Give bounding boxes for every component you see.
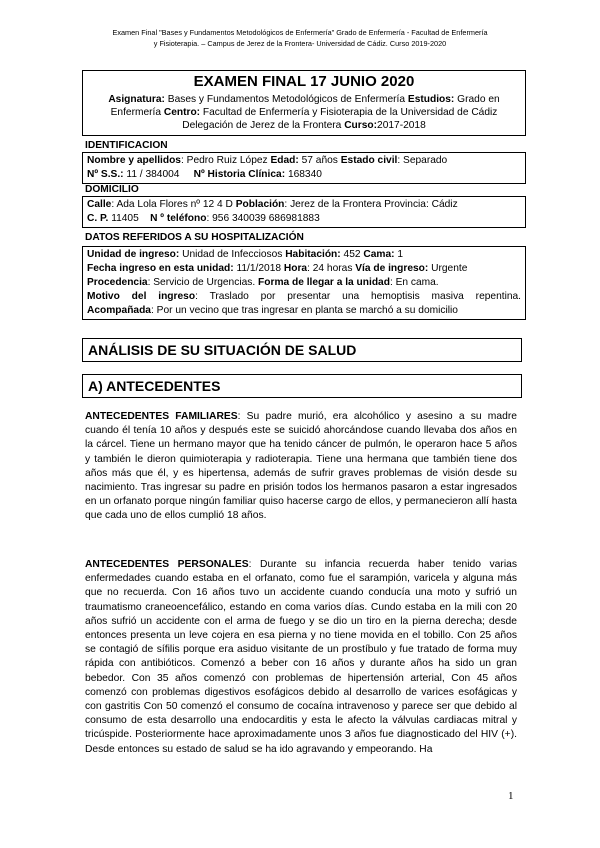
ss-label: Nº S.S.: (87, 169, 124, 180)
poblacion-value: : Jerez de la Frontera Provincia: Cádiz (284, 199, 458, 210)
asignatura-label: Asignatura: (108, 94, 165, 105)
familiares-text: : Su padre murió, era alcohólico y asesino a su madre cuando él tenía 10 años y después este se suicidó ahorcándose cuando llevaba dos años en la cárcel. Tiene un hermano mayor que ha tenido cáncer de pulmón, le operaron hace 5 años y también le dieron quimioterapia y radioterapia. Tiene una hermana que también tiene dos años más que él, y es hipertensa, además de sufrir graves problemas de visión desde su nacimiento. Tras ingresar su padre en prisión todos los hermanos pasaron a estar ingresados en un orfanato porque ningún familiar quiso hacerse cargo de ellos, y permanecieron allí hasta que cada uno de ellos cumplió 18 años. (85, 411, 517, 522)
hospitalizacion-box (82, 246, 526, 320)
domicilio-label: DOMICILIO (85, 184, 139, 195)
cp-label: C. P. (87, 213, 109, 224)
antecedentes-familiares-paragraph (85, 410, 517, 524)
antecedentes-heading: A) ANTECEDENTES (82, 374, 522, 398)
exam-title-box (82, 70, 526, 136)
fecha-value: 11/1/2018 (236, 263, 282, 274)
hora-value: : 24 horas (307, 263, 353, 274)
procedencia-value: : Servicio de Urgencias. (147, 277, 256, 288)
identificacion-row-1 (87, 154, 521, 168)
procedencia-label: Procedencia (87, 277, 148, 288)
forma-value: : En cama. (389, 277, 439, 288)
unidad-value: Unidad de Infecciosos (182, 249, 283, 260)
nombre-label: Nombre y apellidos (87, 155, 181, 166)
acompanada-value: : Por un vecino que tras ingresar en planta se marchó a su domicilio (150, 305, 458, 316)
page-number: 1 (508, 790, 514, 802)
via-label: Vía de ingreso: (355, 263, 429, 274)
personales-text: : Durante su infancia recuerda haber tenido varias enfermedades cuando estaba en el orfanato, como fue el sarampión, varicela y alguna más que no recuerda. Con 16 años tuvo un accidente cuando conducía una moto y sufrió un traumatismo craneoencefálico, estando en coma varios días. Cundo estaba en la mili con 20 años sufrió un accidente con el arma de fuego y se dio un tiro en la pierna derecha; desde entonces presenta un leve cojera en esa pierna y no tiene movida en el tobillo. Con 25 años se contagió de sífilis porque era asiduo visitante de un prostíbulo y fue tratado de forma muy rápida con antibióticos. Comenzó a beber con 16 años y durante años ha sido un gran bebedor. Con 35 años comenzó con problemas de hipertensión arterial, Con 45 años comenzó con problemas digestivos esofágicos debido al desarrollo de varices esofágicas y con gastritis Con 50 comenzó el consumo de cocaína intravenoso y parece ser que debido al consumo de esta desarrollo una endocarditis y esta le afecto la válvulas cardiacas mitral y tricúspide. Posteriormente hace aproximadamente unos 3 años fue diagnosticado del HIV (+). Desde entonces su estado de salud se ha ido agravando y empeorando. Ha (85, 559, 517, 755)
historia-value: 168340 (287, 169, 322, 180)
personales-label: ANTECEDENTES PERSONALES (85, 559, 249, 570)
cp-value: 11405 (111, 213, 139, 224)
poblacion-label: Población (235, 199, 285, 210)
habitacion-label: Habitación: (285, 249, 341, 260)
acompanada-label: Acompañada (87, 305, 151, 316)
hosp-row-5 (87, 304, 521, 318)
habitacion-value: 452 (343, 249, 361, 260)
hora-label: Hora (283, 263, 308, 274)
curso-label: Curso: (344, 120, 378, 131)
edad-value: 57 años (301, 155, 338, 166)
historia-label: Nº Historia Clínica: (193, 169, 286, 180)
cama-label: Cama: (363, 249, 395, 260)
telefono-label: N º teléfono (150, 213, 207, 224)
identificacion-label: IDENTIFICACION (85, 140, 168, 151)
telefono-value: : 956 340039 686981883 (206, 213, 320, 224)
page-header (60, 27, 540, 49)
identificacion-box (82, 152, 526, 184)
estado-civil-value: : Separado (397, 155, 448, 166)
nombre-value: : Pedro Ruiz López (180, 155, 268, 166)
centro-label: Centro: (163, 107, 201, 118)
header-line-1: Examen Final "Bases y Fundamentos Metodológicos de Enfermería" Grado de Enfermería - Facultad de Enfermería (112, 28, 488, 37)
exam-title: EXAMEN FINAL 17 JUNIO 2020 (193, 73, 415, 90)
hosp-row-4 (87, 290, 521, 304)
hosp-row-1 (87, 248, 521, 262)
familiares-label: ANTECEDENTES FAMILIARES (85, 411, 238, 422)
domicilio-box (82, 196, 526, 228)
fecha-label: Fecha ingreso en esta unidad: (87, 263, 234, 274)
asignatura-value: Bases y Fundamentos Metodológicos de Enfermería (167, 94, 406, 105)
domicilio-row-2 (87, 212, 521, 226)
unidad-label: Unidad de ingreso: (87, 249, 180, 260)
motivo-value: : Traslado por presentar una hemoptisis masiva repentina. (195, 291, 521, 302)
hosp-row-2 (87, 262, 521, 276)
exam-info (87, 93, 521, 132)
hosp-row-3 (87, 276, 521, 290)
antecedentes-personales-paragraph (85, 558, 517, 757)
identificacion-row-2 (87, 168, 521, 182)
calle-value: : Ada Lola Flores nº 12 4 D (111, 199, 233, 210)
ss-value: 11 / 384004 (126, 169, 180, 180)
estudios-label: Estudios: (407, 94, 455, 105)
cama-value: 1 (397, 249, 404, 260)
centro-value: Facultad de Enfermería y Fisioterapia de la Universidad de Cádiz Delegación de Jerez de la Frontera (182, 107, 498, 131)
curso-value: 2017-2018 (377, 120, 426, 131)
header-line-2: y Fisioterapia. – Campus de Jerez de la Frontera- Universidad de Cádiz. Curso 2019-2020 (153, 39, 447, 48)
edad-label: Edad: (270, 155, 299, 166)
via-value: Urgente (431, 263, 468, 274)
analisis-heading: ANÁLISIS DE SU SITUACIÓN DE SALUD (82, 338, 522, 362)
motivo-label: Motivo del ingreso (87, 291, 196, 302)
hospitalizacion-label: DATOS REFERIDOS A SU HOSPITALIZACIÓN (85, 232, 304, 243)
estudios-value: Grado en Enfermería (110, 94, 500, 118)
domicilio-row-1 (87, 198, 521, 212)
forma-label: Forma de llegar a la unidad (258, 277, 390, 288)
estado-civil-label: Estado civil (340, 155, 398, 166)
calle-label: Calle (87, 199, 112, 210)
